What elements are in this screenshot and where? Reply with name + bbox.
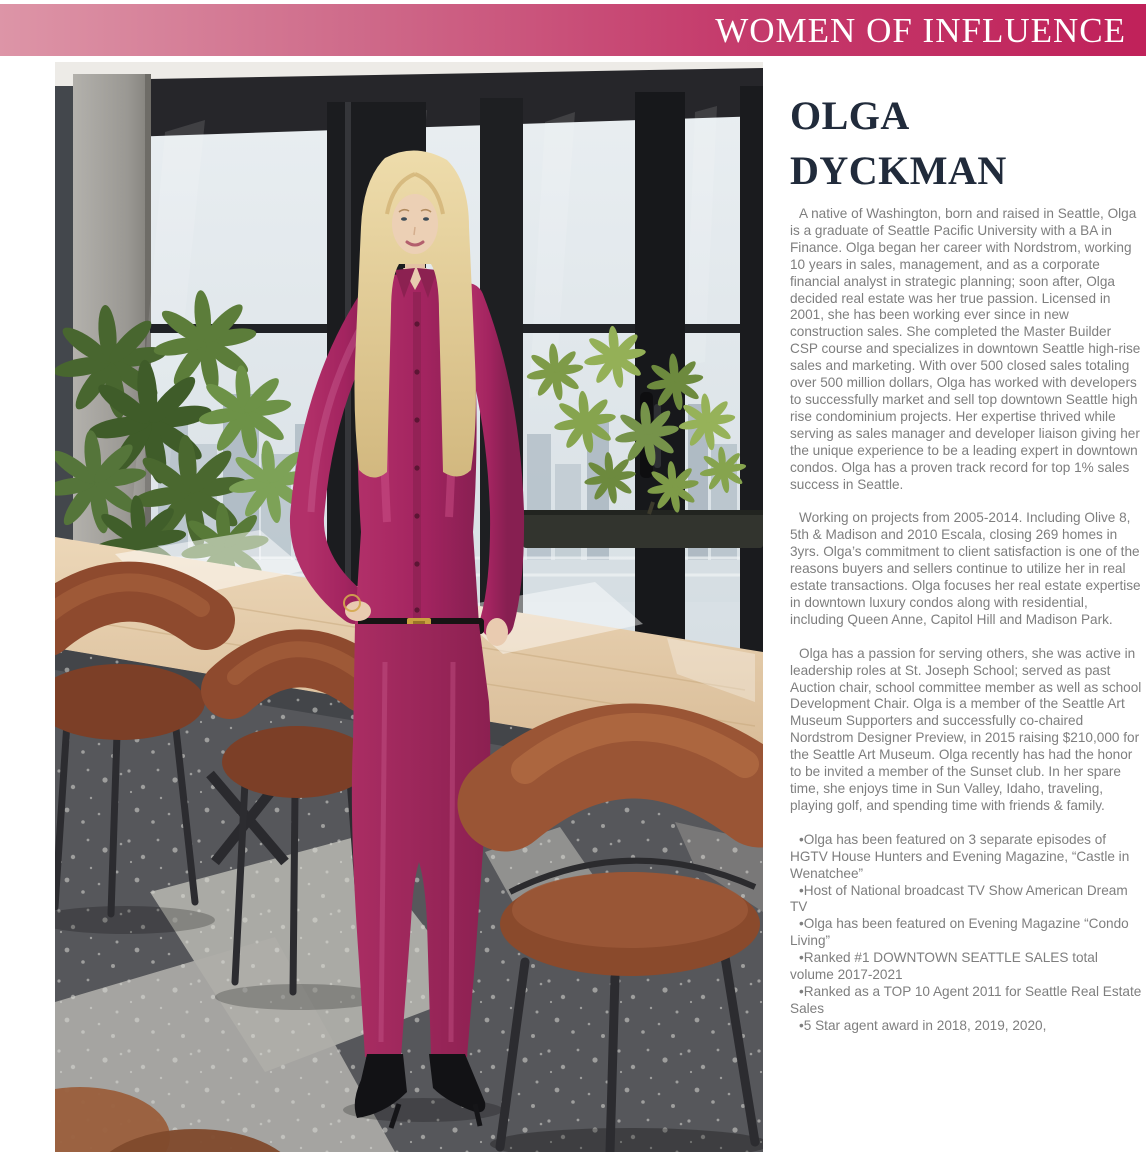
achievements-list (790, 832, 1142, 1035)
banner-title: WOMEN OF INFLUENCE (715, 11, 1126, 50)
article-paragraph: Working on projects from 2005-2014. Including Olive 8, 5th & Madison and 2010 Escala, closing 269 homes in 3yrs. Olga’s commitment to client satisfaction is one of the reasons buyers and sellers continue to utilize her in real estate transactions. Olga focuses her real estate expertise in downtown luxury condos along with residential, including Queen Anne, Capitol Hill and Madison Park. (790, 510, 1141, 627)
bullet-item: •Ranked #1 DOWNTOWN SEATTLE SALES total volume 2017-2021 (790, 950, 1098, 983)
article-title-line2: DYCKMAN (790, 148, 1007, 193)
article-paragraph: Olga has a passion for serving others, she was active in leadership roles at St. Joseph School; served as past Auction chair, school committee member as well as school Development Chair. Olga is a member of the Seattle Art Museum Supporters and successfully co-chaired Nordstrom Designer Preview, in 2015 raising $210,000 for the Seattle Art Museum. Olga recently has had the honor to be invited a member of the Sunset club. In her spare time, she enjoys time in Sun Valley, Idaho, traveling, playing golf, and spending time with friends & family. (790, 645, 1142, 813)
bullet-item: •Ranked as a TOP 10 Agent 2011 for Seattle Real Estate Sales (790, 983, 1142, 1016)
banner (0, 4, 1146, 56)
article-paragraph: A native of Washington, born and raised in Seattle, Olga is a graduate of Seattle Pacific University with a BA in Finance. Olga began her career with Nordstrom, working 10 years in sales, management, and as a corporate financial analyst in strategic planning; soon after, Olga decided real estate was her true passion. Licensed in 2001, she has been working ever since in new construction sales. She completed the Master Builder CSP course and specializes in downtown Seattle high-rise sales and marketing. With over 500 closed sales totaling over 500 million dollars, Olga has worked with developers to successfully market and sell top downtown Seattle high rise condominium projects. Her expertise thrived while serving as sales manager and developer liaison giving her the unique experience to be a leading expert in downtown condos. Olga has a proven track record for top 1% sales success in Seattle. (790, 206, 1141, 492)
bullet-item: •Olga has been featured on 3 separate episodes of HGTV House Hunters and Evening Magazine, “Castle in Wenatchee” (790, 831, 1130, 881)
bullet-item: •5 Star agent award in 2018, 2019, 2020, (799, 1017, 1047, 1033)
article (790, 88, 1142, 1150)
article-title-line1: OLGA (790, 93, 910, 138)
article-title (790, 88, 1142, 198)
bullet-item: •Olga has been featured on Evening Magazine “Condo Living” (790, 916, 1129, 949)
photo-illustration (55, 62, 763, 1152)
profile-photo (55, 62, 763, 1152)
hand-right (486, 618, 508, 646)
bullet-item: •Host of National broadcast TV Show American Dream TV (790, 882, 1128, 915)
